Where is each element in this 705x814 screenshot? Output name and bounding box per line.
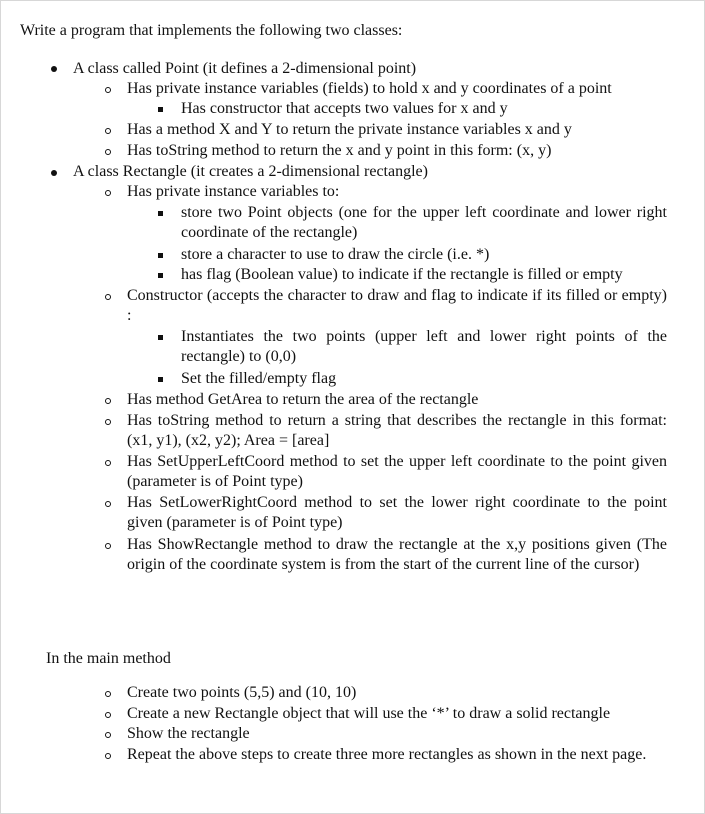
bullet-square xyxy=(158,211,163,216)
bullet-circle xyxy=(105,419,111,425)
rectangle-tostring: Has toString method to return a string that describes the rectangle in this format: (x1, y1), (x2, y2); Area = [area] xyxy=(127,412,667,449)
rectangle-set-upper-left: Has SetUpperLeftCoord method to set the upper left coordinate to the point given (parameter is of Point type) xyxy=(127,453,667,490)
bullet-circle xyxy=(105,149,111,155)
bullet-circle xyxy=(105,753,111,759)
bullet-circle xyxy=(105,128,111,134)
bullet-square xyxy=(158,335,163,340)
bullet-circle xyxy=(105,501,111,507)
rectangle-ctor-points: Instantiates the two points (upper left and lower right points of the rectangle) to (0,0) xyxy=(181,328,667,365)
intro-text: Write a program that implements the following two classes: xyxy=(20,22,403,39)
point-tostring: Has toString method to return the x and y point in this form: (x, y) xyxy=(127,142,552,159)
rectangle-set-lower-right: Has SetLowerRightCoord method to set the lower right coordinate to the point given (parameter is of Point type) xyxy=(127,494,667,531)
bullet-square xyxy=(158,377,163,382)
bullet-circle xyxy=(105,87,111,93)
bullet-circle xyxy=(105,691,111,697)
rectangle-ctor-flag: Set the filled/empty flag xyxy=(181,370,337,387)
bullet-circle xyxy=(105,190,111,196)
main-step-3: Show the rectangle xyxy=(127,725,250,742)
rectangle-field-points: store two Point objects (one for the upper left coordinate and lower right coordinate of the rectangle) xyxy=(181,204,667,241)
rectangle-field-char: store a character to use to draw the circle (i.e. *) xyxy=(181,246,490,263)
main-step-1: Create two points (5,5) and (10, 10) xyxy=(127,684,357,701)
rectangle-show-rectangle: Has ShowRectangle method to draw the rectangle at the x,y positions given (The origin of the coordinate system is from the start of the current line of the cursor) xyxy=(127,536,667,573)
main-step-2: Create a new Rectangle object that will use the ‘*’ to draw a solid rectangle xyxy=(127,705,611,722)
rectangle-get-area: Has method GetArea to return the area of the rectangle xyxy=(127,391,479,408)
rectangle-class-heading: A class Rectangle (it creates a 2-dimensional rectangle) xyxy=(73,163,428,180)
point-fields: Has private instance variables (fields) to hold x and y coordinates of a point xyxy=(127,80,612,97)
bullet-square xyxy=(158,273,163,278)
main-method-heading: In the main method xyxy=(46,650,171,667)
bullet-disc xyxy=(51,66,57,72)
bullet-disc xyxy=(51,170,57,176)
bullet-circle xyxy=(105,712,111,718)
bullet-circle xyxy=(105,732,111,738)
point-constructor: Has constructor that accepts two values for x and y xyxy=(181,100,508,117)
bullet-circle xyxy=(105,398,111,404)
rectangle-fields-heading: Has private instance variables to: xyxy=(127,183,340,200)
main-step-4: Repeat the above steps to create three more rectangles as shown in the next page. xyxy=(127,746,647,763)
rectangle-field-flag: has flag (Boolean value) to indicate if the rectangle is filled or empty xyxy=(181,266,623,283)
point-xy-method: Has a method X and Y to return the private instance variables x and y xyxy=(127,121,572,138)
rectangle-constructor: Constructor (accepts the character to draw and flag to indicate if its filled or empty) : xyxy=(127,287,667,324)
point-class-heading: A class called Point (it defines a 2-dimensional point) xyxy=(73,60,417,77)
bullet-square xyxy=(158,253,163,258)
bullet-circle xyxy=(105,294,111,300)
bullet-circle xyxy=(105,460,111,466)
bullet-circle xyxy=(105,543,111,549)
bullet-square xyxy=(158,107,163,112)
